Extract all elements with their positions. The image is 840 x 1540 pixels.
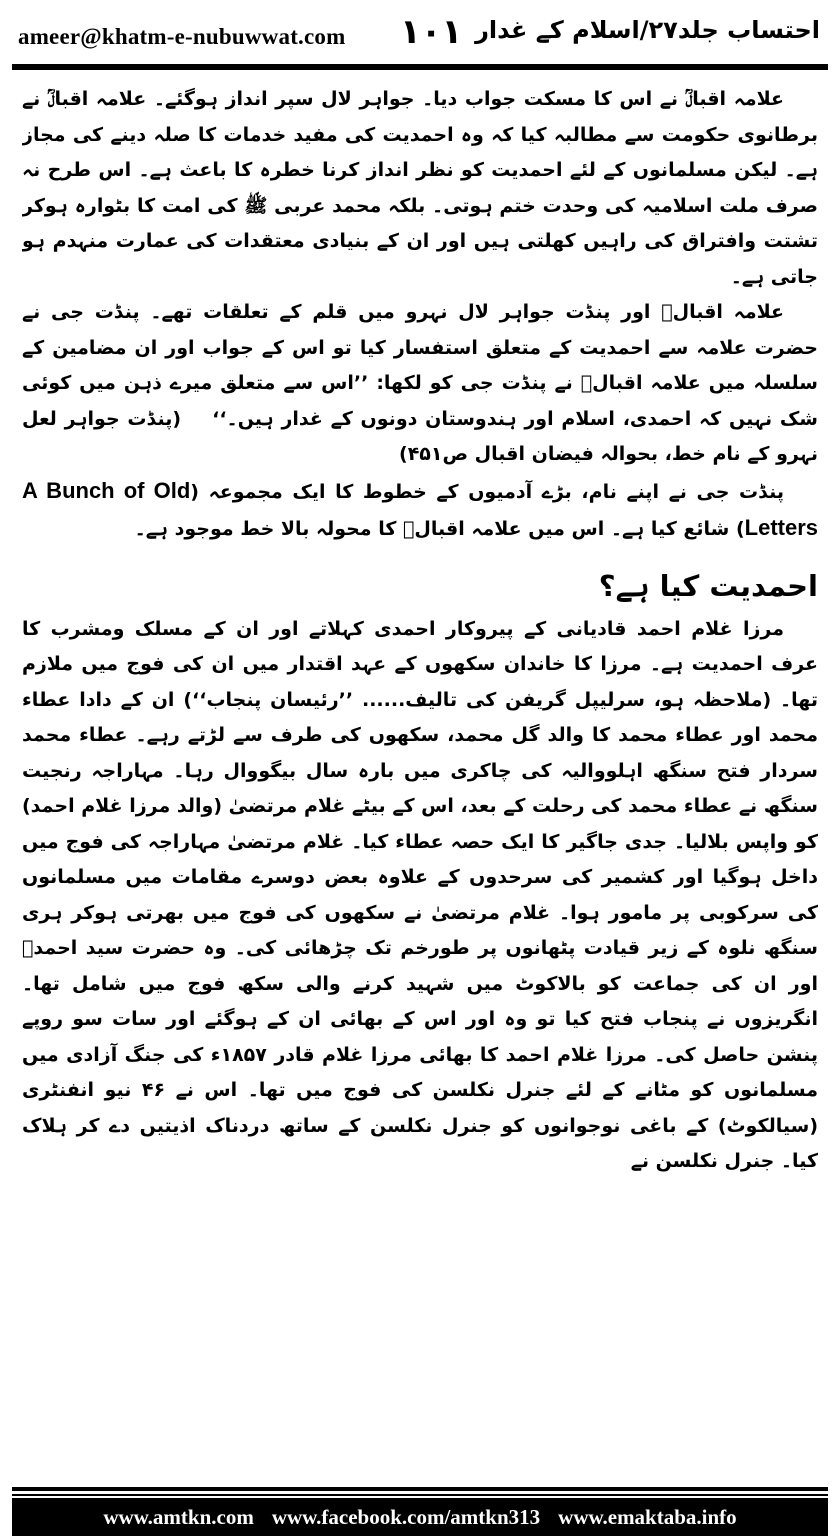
paragraph-ahmadiyya-history: مرزا غلام احمد قادیانی کے پیروکار احمدی کہلاتے اور ان کے مسلک ومشرب کا عرف احمدیت ہے۔ مرزا کا خاندان سکھوں کے عہد اقتدار میں ان کی فوج میں ملازم تھا۔ (ملاحظہ ہو، سرلیپل گریفن کی تالیف...... ’’رئیسان پنجاب‘‘) ان کے دادا عطاء محمد اور عطاء محمد کا والد گل محمد، سکھوں کی طرف سے لڑتے رہے۔ عطاء محمد سردار فتح سنگھ اہلووالیہ کی چاکری میں بارہ سال بیگووال رہا۔ مہاراجہ رنجیت سنگھ نے عطاء محمد کی رحلت کے بعد، اس کے بیٹے غلام مرتضیٰ (والد مرزا غلام احمد) کو واپس بلالیا۔ جدی جاگیر کا ایک حصہ عطاء کیا۔ غلام مرتضیٰ مہاراجہ کی فوج میں داخل ہوگیا اور کشمیر کی سرحدوں کے علاوہ بعض دوسرے مقامات میں مسلمانوں کی سرکوبی پر مامور ہوا۔ غلام مرتضیٰ نے سکھوں کی فوج میں بھرتی ہوکر ہری سنگھ نلوہ کے زیر قیادت پٹھانوں پر طورخم تک چڑھائی کی۔ وہ حضرت سید احمدؒ اور ان کی جماعت کو بالاکوٹ میں شہید کرنے والی سکھ فوج میں شامل تھا۔ انگریزوں نے پنجاب فتح کیا تو وہ اور اس کے بھائی ان کے ہوگئے اور سات سو روپے پنشن حاصل کی۔ مرزا غلام احمد کا بھائی مرزا غلام قادر ۱۸۵۷ء کی جنگ آزادی میں مسلمانوں کو مٹانے کے لئے جنرل نکلسن کی فوج میں تھا۔ اس نے ۴۶ نیو انفنٹری (سیالکوٹ) کے باغی نوجوانوں کو جنرل نکلسن کے ساتھ دردناک اذیتیں دے کر ہلاک کیا۔ جنرل نکلسن نے xyxy=(22,617,818,1172)
nehru-letter-text: علامہ اقبالؒ اور پنڈت جواہر لال نہرو میں قلم کے تعلقات تھے۔ پنڈت جی نے حضرت علامہ سے احمدیت کے متعلق استفسار کیا تو اس کے جواب اور ان مضامین کے سلسلہ میں علامہ اقبالؒ نے پنڈت جی کو لکھا: ’’اس سے متعلق میرے ذہن میں کوئی شک نہیں کہ احمدی، اسلام اور ہندوستان دونوں کے غدار ہیں۔‘‘ xyxy=(22,301,818,430)
bunch-text-before: پنڈت جی نے اپنے نام، بڑے آدمیوں کے خطوط کا ایک مجموعہ ( xyxy=(190,480,784,503)
bunch-text-after: ) شائع کیا ہے۔ اس میں علامہ اقبالؒ کا محولہ بالا خط موجود ہے۔ xyxy=(134,518,745,540)
page-number: ۱۰۱ xyxy=(400,12,463,52)
book-title-latin: A Bunch of Old Letters xyxy=(22,477,818,540)
footer-link-emaktaba[interactable]: www.emaktaba.info xyxy=(558,1504,737,1529)
footer-rule-thick xyxy=(12,1487,828,1491)
section-heading: احمدیت کیا ہے؟ xyxy=(598,568,818,603)
footer-rule-thin xyxy=(12,1494,828,1496)
paragraph-nehru-letter xyxy=(22,295,818,473)
header-rule xyxy=(12,64,828,70)
paragraph-iqbal-reply: علامہ اقبالؒ نے اس کا مسکت جواب دیا۔ جواہر لال سپر انداز ہوگئے۔ علامہ اقبالؒ نے برطانوی حکومت سے مطالبہ کیا کہ وہ احمدیت کی مفید خدمات کا صلہ دینے کی مجاز ہے۔ لیکن مسلمانوں کے لئے احمدیت کو نظر انداز کرنا خطرہ کا باعث ہے۔ اس طرح نہ صرف ملت اسلامیہ کی وحدت ختم ہوتی۔ بلکہ محمد عربی ﷺ کی امت کا بٹوارہ ہوکر تشتت وافتراق کی راہیں کھلتی ہیں اور ان کے بنیادی معتقدات کی عمارت منہدم ہو جاتی ہے۔ xyxy=(22,88,818,288)
paragraph-bunch-of-letters xyxy=(22,473,818,548)
page-header xyxy=(0,0,840,68)
citation: (پنڈت جواہر لعل نہرو کے نام خط، بحوالہ فیضان اقبال ص۴۵۱) xyxy=(22,407,818,465)
running-title: احتساب جلد۲۷/اسلام کے غدار xyxy=(475,16,820,44)
footer-link-amtkn[interactable]: www.amtkn.com xyxy=(103,1504,254,1529)
page-body xyxy=(22,82,818,1472)
footer-bar xyxy=(12,1498,828,1536)
header-email[interactable]: ameer@khatm-e-nubuwwat.com xyxy=(18,24,346,49)
footer-link-facebook[interactable]: www.facebook.com/amtkn313 xyxy=(271,1504,541,1529)
